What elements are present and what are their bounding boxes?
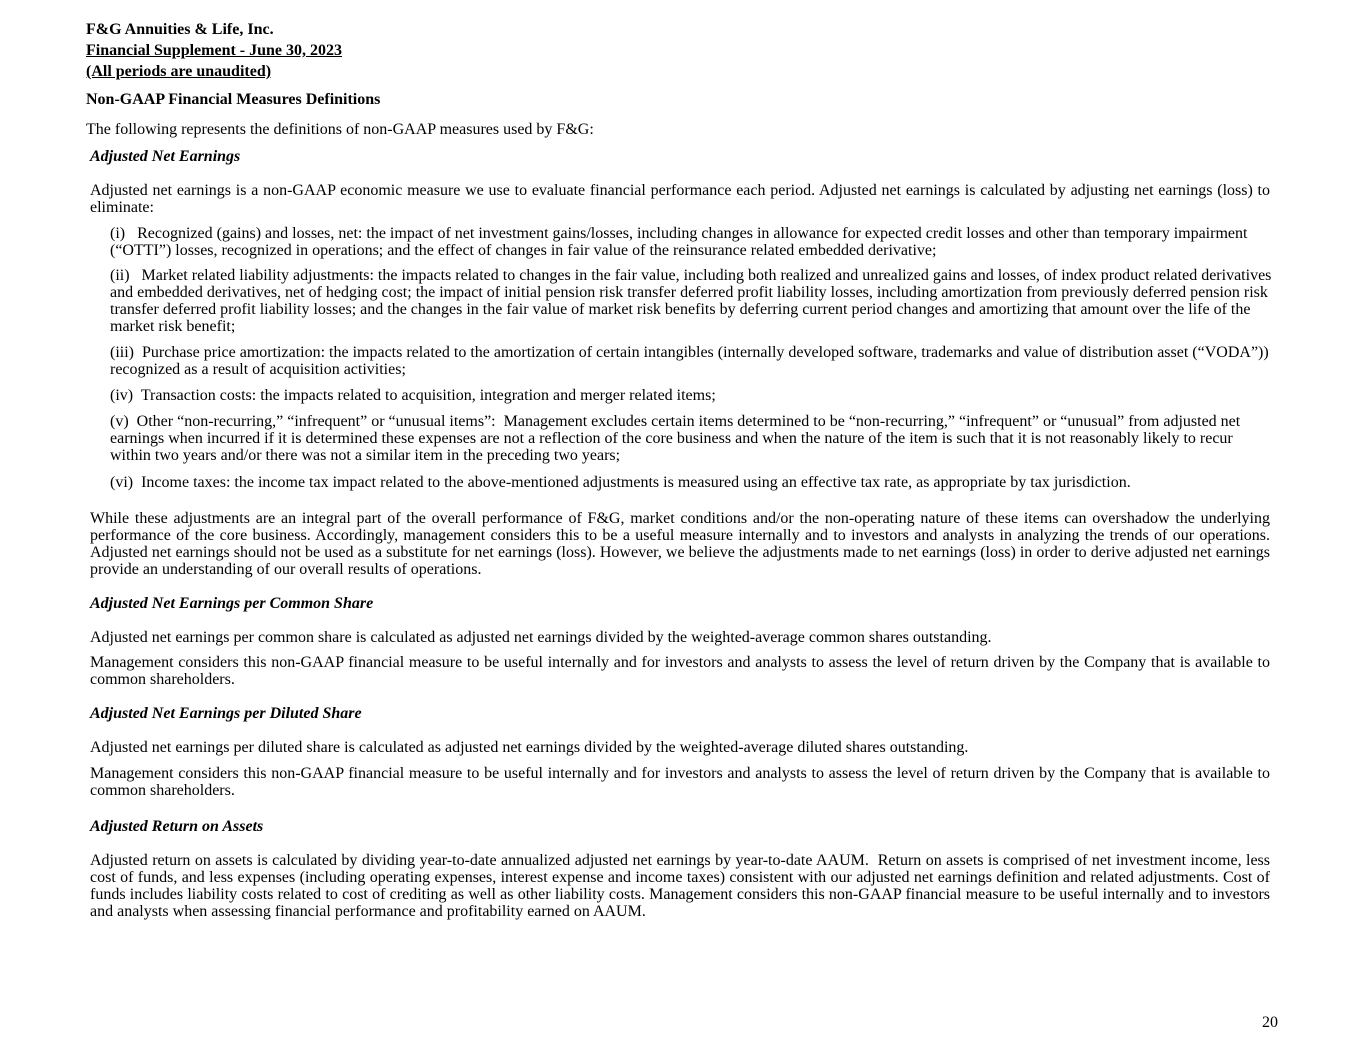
aneds-paragraph-1: Adjusted net earnings per diluted share is calculated as adjusted net earnings divided by the weighted-average diluted shares outstanding. bbox=[90, 739, 969, 756]
anecs-paragraph-2: Management considers this non-GAAP financial measure to be useful internally and for investors and analysts to assess the level of return driven by the Company that is available to common shareholders. bbox=[90, 654, 1270, 688]
intro-text: The following represents the definitions of non-GAAP measures used by F&G: bbox=[86, 121, 594, 138]
aneds-paragraph-2: Management considers this non-GAAP financial measure to be useful internally and for investors and analysts to assess the level of return driven by the Company that is available to common shareholders. bbox=[90, 765, 1270, 799]
company-name: F&G Annuities & Life, Inc. bbox=[86, 21, 274, 38]
list-item: (iv) Transaction costs: the impacts related to acquisition, integration and merger related items; bbox=[110, 387, 716, 404]
heading-adjusted-net-earnings: Adjusted Net Earnings bbox=[90, 148, 241, 165]
ane-paragraph-2: While these adjustments are an integral part of the overall performance of F&G, market conditions and/or the non-operating nature of these items can overshadow the underlying performance of the core business. Accordingly, management considers this to be a useful measure internally and to investors and analysts in analyzing the trends of our operations. Adjusted net earnings should not be used as a substitute for net earnings (loss). However, we believe the adjustments made to net earnings (loss) in order to derive adjusted net earnings provide an understanding of our overall results of operations. bbox=[90, 510, 1270, 578]
list-item: (i) Recognized (gains) and losses, net: the impact of net investment gains/losses, including changes in allowance for expected credit losses and other than temporary impairment (“OTTI”) losses, recognized in operations; and the effect of changes in fair value of the reinsurance related embedded derivative; bbox=[110, 225, 1248, 259]
list-item: (iii) Purchase price amortization: the impacts related to the amortization of certain intangibles (internally developed software, trademarks and value of distribution asset (“VODA”)) recognized as a result of acquisition activities; bbox=[110, 344, 1269, 378]
page-number: 20 bbox=[1262, 1014, 1278, 1031]
list-item: (ii) Market related liability adjustments: the impacts related to changes in the fair value, including both realized and unrealized gains and losses, of index product related derivatives and embedded derivatives, net of hedging cost; the impact of initial pension risk transfer deferred profit liability losses, including amortization from previously deferred pension risk transfer deferred profit liability losses; and the changes in the fair value of market risk benefits by deferring current period changes and amortizing that amount over the life of the market risk benefit; bbox=[110, 267, 1272, 335]
heading-per-diluted-share: Adjusted Net Earnings per Diluted Share bbox=[90, 705, 362, 722]
anecs-paragraph-1: Adjusted net earnings per common share is calculated as adjusted net earnings divided by the weighted-average common shares outstanding. bbox=[90, 629, 992, 646]
aroa-paragraph-1: Adjusted return on assets is calculated by dividing year-to-date annualized adjusted net earnings by year-to-date AAUM. Return on assets is comprised of net investment income, less cost of funds, and less expenses (including operating expenses, interest expense and income taxes) consistent with our adjusted net earnings definition and related adjustments. Cost of funds includes liability costs related to cost of crediting as well as other liability costs. Management considers this non-GAAP financial measure to be useful internally and to investors and analysts when assessing financial performance and profitability earned on AAUM. bbox=[90, 852, 1270, 920]
unaudited-note: (All periods are unaudited) bbox=[86, 63, 272, 80]
supplement-title: Financial Supplement - June 30, 2023 bbox=[86, 42, 343, 59]
section-title: Non-GAAP Financial Measures Definitions bbox=[86, 91, 381, 108]
list-item: (vi) Income taxes: the income tax impact related to the above-mentioned adjustments is measured using an effective tax rate, as appropriate by tax jurisdiction. bbox=[110, 474, 1131, 491]
heading-return-on-assets: Adjusted Return on Assets bbox=[90, 818, 264, 835]
heading-per-common-share: Adjusted Net Earnings per Common Share bbox=[90, 595, 374, 612]
list-item: (v) Other “non-recurring,” “infrequent” or “unusual items”: Management excludes certain items determined to be “non-recurring,” “infrequent” or “unusual” from adjusted net earnings when incurred if it is determined these expenses are not a reflection of the core business and when the nature of the item is such that it is not reasonably likely to recur within two years and/or there was not a similar item in the preceding two years; bbox=[110, 413, 1241, 464]
ane-paragraph-1: Adjusted net earnings is a non-GAAP economic measure we use to evaluate financial performance each period. Adjusted net earnings is calculated by adjusting net earnings (loss) to eliminate: bbox=[90, 182, 1270, 216]
